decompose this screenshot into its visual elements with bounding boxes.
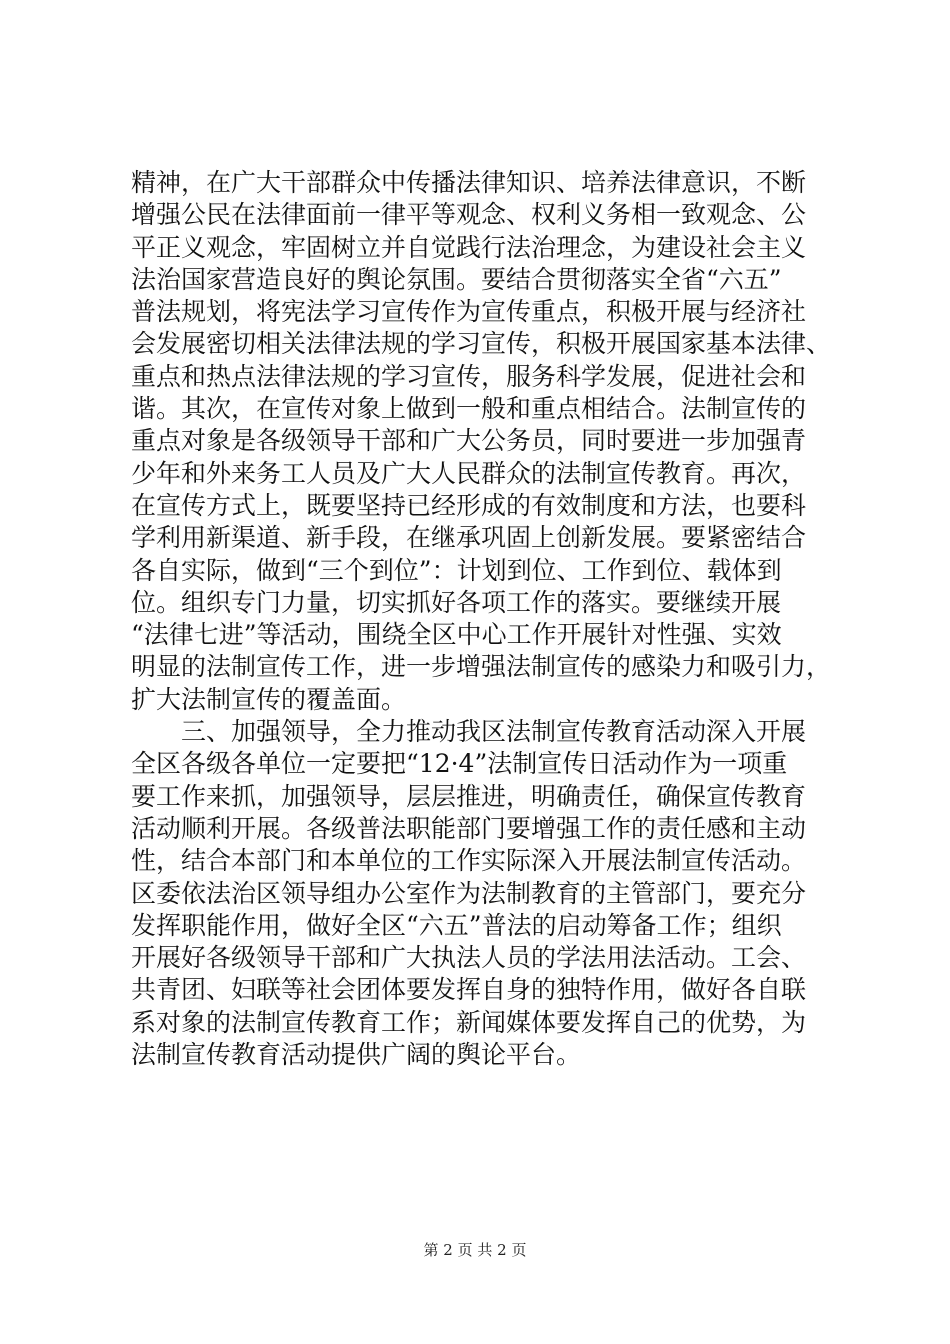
text-line: 发挥职能作用，做好全区“六五”普法的启动筹备工作；组织 (131, 910, 782, 940)
text-line: 少年和外来务工人员及广大人民群众的法制宣传教育。再次， (131, 458, 807, 488)
text-line: 全区各级各单位一定要把“12·4”法制宣传日活动作为一项重 (131, 749, 788, 779)
text-line: 开展好各级领导干部和广大执法人员的学法用法活动。工会、 (131, 943, 807, 973)
text-line: 系对象的法制宣传教育工作；新闻媒体要发挥自己的优势，为 (131, 1007, 807, 1037)
text-line: “法律七进”等活动，围绕全区中心工作开展针对性强、实效 (131, 620, 782, 650)
text-line: 法治国家营造良好的舆论氛围。要结合贯彻落实全省“六五” (131, 264, 782, 294)
text-line: 区委依法治区领导组办公室作为法制教育的主管部门，要充分 (131, 878, 807, 908)
text-line: 在宣传方式上，既要坚持已经形成的有效制度和方法，也要科 (131, 490, 807, 520)
text-line: 会发展密切相关法律法规的学习宣传，积极开展国家基本法律、 (131, 329, 832, 359)
page-footer: 第 2 页 共 2 页 (423, 1241, 527, 1259)
text-line: 各自实际，做到“三个到位”：计划到位、工作到位、载体到 (131, 555, 782, 585)
text-line: 明显的法制宣传工作，进一步增强法制宣传的感染力和吸引力， (131, 652, 832, 682)
body-text (131, 167, 851, 1071)
text-line: 平正义观念，牢固树立并自觉践行法治理念，为建设社会主义 (131, 232, 807, 262)
text-line: 性，结合本部门和本单位的工作实际深入开展法制宣传活动。 (131, 846, 807, 876)
text-line: 扩大法制宣传的覆盖面。 (131, 684, 407, 714)
text-line: 重点对象是各级领导干部和广大公务员，同时要进一步加强青 (131, 426, 807, 456)
text-line: 谐。其次，在宣传对象上做到一般和重点相结合。法制宣传的 (131, 394, 807, 424)
text-line: 增强公民在法律面前一律平等观念、权利义务相一致观念、公 (131, 200, 807, 230)
text-line: 普法规划，将宪法学习宣传作为宣传重点，积极开展与经济社 (131, 297, 807, 327)
text-line: 共青团、妇联等社会团体要发挥自身的独特作用，做好各自联 (131, 975, 807, 1005)
text-line: 活动顺利开展。各级普法职能部门要增强工作的责任感和主动 (131, 813, 807, 843)
text-line: 重点和热点法律法规的学习宣传，服务科学发展，促进社会和 (131, 361, 807, 391)
text-line: 法制宣传教育活动提供广阔的舆论平台。 (131, 1040, 582, 1070)
text-line: 精神，在广大干部群众中传播法律知识、培养法律意识，不断 (131, 168, 807, 197)
text-line: 位。组织专门力量，切实抓好各项工作的落实。要继续开展 (131, 587, 782, 617)
text-line: 要工作来抓，加强领导，层层推进，明确责任，确保宣传教育 (131, 781, 807, 811)
text-line: 学利用新渠道、新手段，在继承巩固上创新发展。要紧密结合 (131, 523, 807, 553)
section-heading-line: 三、加强领导，全力推动我区法制宣传教育活动深入开展 (131, 717, 807, 747)
